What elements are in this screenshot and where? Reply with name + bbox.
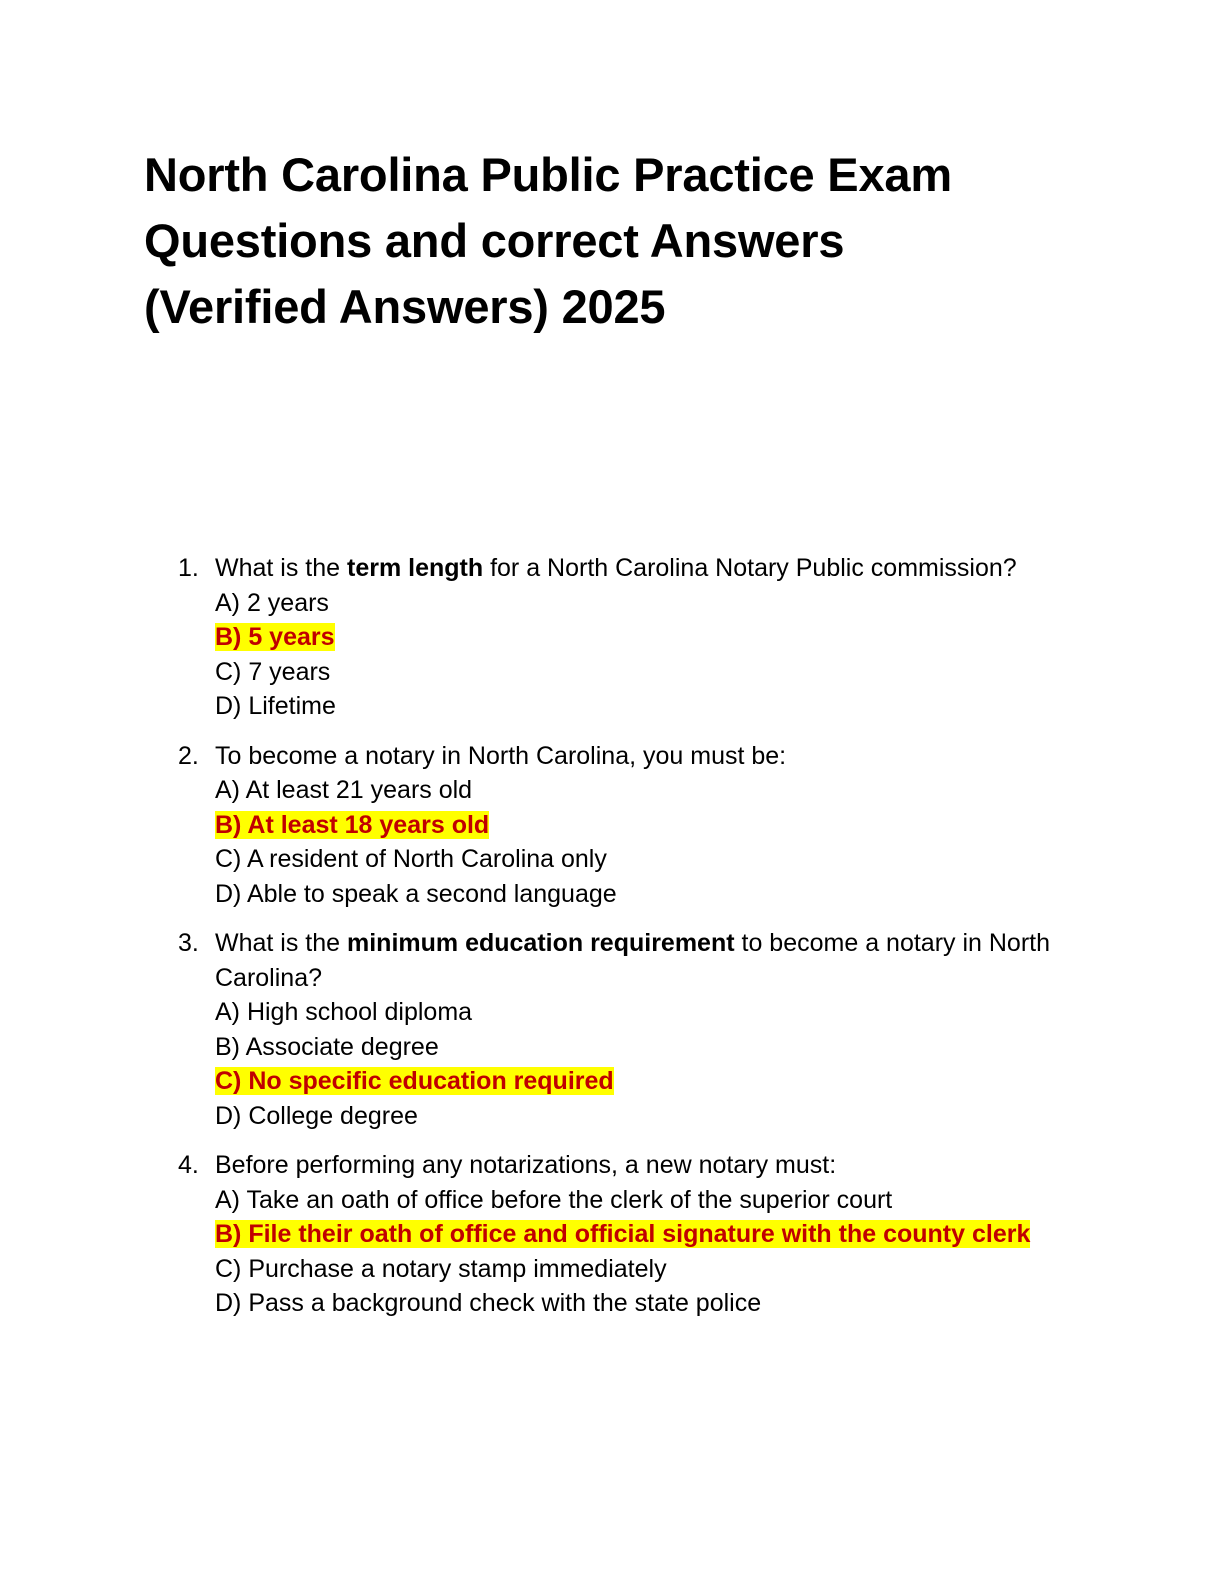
question-text: What is the term length for a North Carolina Notary Public commission? bbox=[215, 554, 1017, 582]
answer-option: D) Able to speak a second language bbox=[215, 879, 617, 908]
correct-answer-highlight: B) File their oath of office and official signature with the county clerk bbox=[215, 1220, 1031, 1248]
title-line-2: Questions and correct Answers bbox=[144, 214, 845, 267]
question-number: 1. bbox=[178, 554, 199, 582]
correct-answer-option bbox=[215, 1217, 1098, 1252]
correct-answer-option bbox=[215, 620, 1098, 655]
question-number: 3. bbox=[178, 929, 199, 957]
correct-answer-highlight: C) No specific education required bbox=[215, 1067, 614, 1095]
question-number: 4. bbox=[178, 1151, 199, 1179]
answer-option: C) Purchase a notary stamp immediately bbox=[215, 1254, 667, 1283]
question-text: What is the minimum education requirement to become a notary in North Carolina? bbox=[215, 929, 1051, 992]
title-line-1: North Carolina Public Practice Exam bbox=[144, 148, 952, 201]
question-number: 2. bbox=[178, 741, 199, 770]
question-emphasis: term length bbox=[347, 554, 484, 582]
question-text: Before performing any notarizations, a new notary must: bbox=[215, 1151, 837, 1179]
answer-option: C) 7 years bbox=[215, 657, 331, 686]
answer-option: D) College degree bbox=[215, 1101, 418, 1130]
question-1 bbox=[178, 551, 1098, 724]
question-3 bbox=[178, 926, 1098, 1133]
correct-answer-option bbox=[215, 1064, 1098, 1099]
question-4 bbox=[178, 1148, 1098, 1321]
answer-option: A) Take an oath of office before the clerk of the superior court bbox=[215, 1185, 893, 1214]
question-2 bbox=[178, 739, 1098, 912]
answer-option: A) High school diploma bbox=[215, 998, 473, 1026]
question-list bbox=[178, 551, 1098, 1336]
correct-answer-highlight: B) At least 18 years old bbox=[215, 810, 490, 839]
answer-option: B) Associate degree bbox=[215, 1032, 439, 1061]
answer-option: D) Lifetime bbox=[215, 692, 336, 720]
question-text: To become a notary in North Carolina, you must be: bbox=[215, 741, 787, 770]
correct-answer-option bbox=[215, 808, 1098, 843]
page-title bbox=[144, 142, 1124, 340]
answer-option: A) At least 21 years old bbox=[215, 776, 473, 804]
title-line-3: (Verified Answers) 2025 bbox=[144, 280, 666, 333]
correct-answer-highlight: B) 5 years bbox=[215, 623, 335, 651]
answer-option: C) A resident of North Carolina only bbox=[215, 845, 607, 873]
question-emphasis: minimum education requirement bbox=[347, 929, 735, 957]
answer-option: D) Pass a background check with the state police bbox=[215, 1289, 762, 1317]
answer-option: A) 2 years bbox=[215, 588, 329, 617]
